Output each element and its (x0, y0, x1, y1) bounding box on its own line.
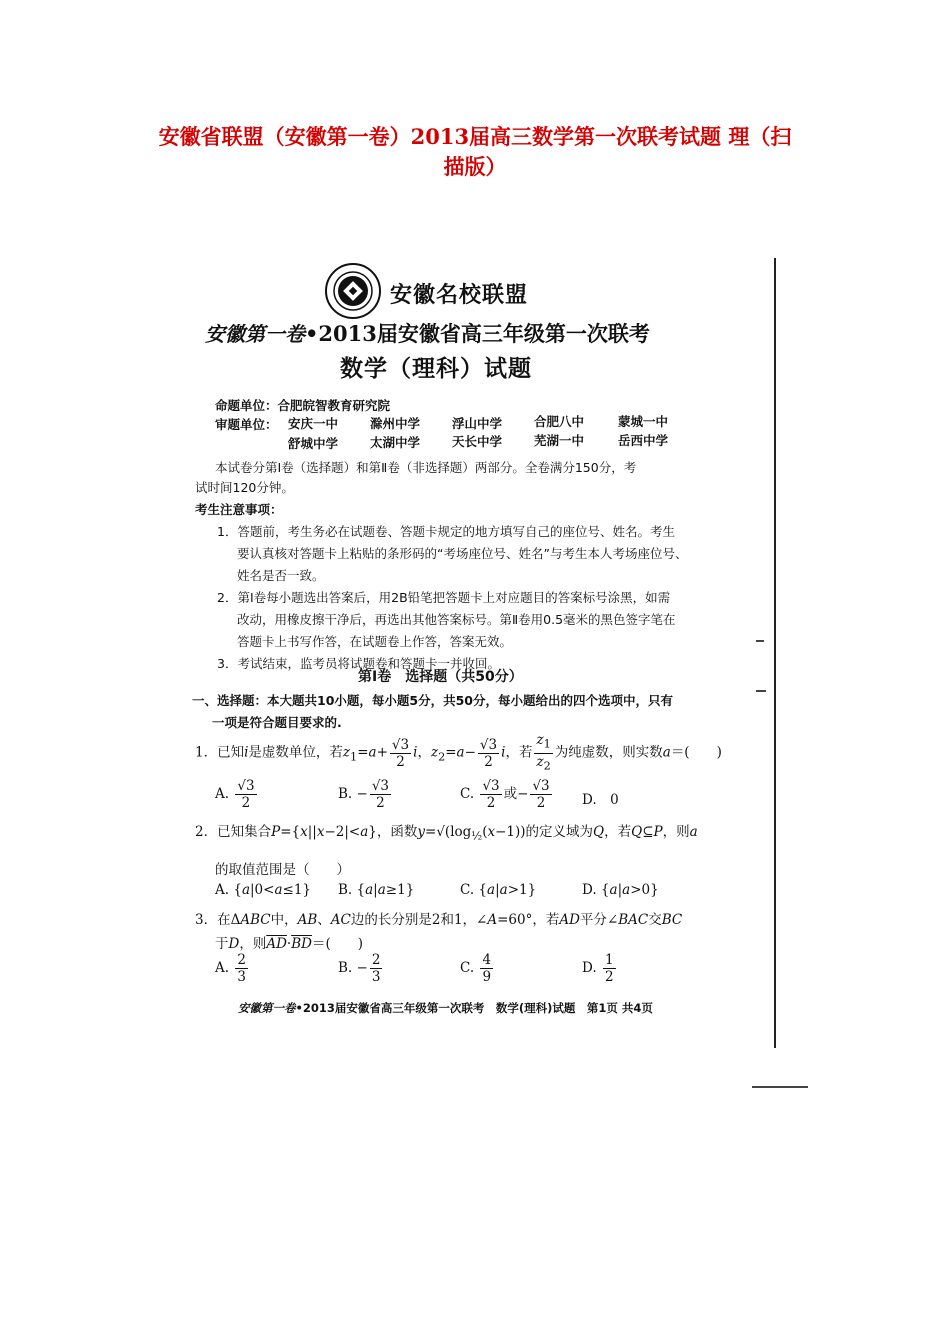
question-3-option-a[interactable]: A. $\frac{2}{3}$ (215, 952, 246, 985)
instruction-line: 一、选择题：本大题共10小题，每小题5分，共50分，每小题给出的四个选项中，只有 (192, 693, 673, 708)
question-2-option-a[interactable]: A. {a|0<a≤1} (215, 882, 312, 898)
footer-series-mark: 安徽第一卷 (238, 1001, 296, 1015)
school-item: 太湖中学 (370, 435, 421, 450)
question-3-option-b[interactable]: B. − $\frac{2}{3}$ (338, 952, 381, 985)
school-item: 合肥八中 (534, 414, 585, 429)
school-item: 舒城中学 (288, 436, 339, 451)
question-1-option-c[interactable]: C. $\frac{√3}{2}$ 或− $\frac{√3}{2}$ (460, 778, 550, 811)
intro-line: 试时间120分钟。 (195, 480, 294, 495)
intro-line: 本试卷分第Ⅰ卷（选择题）和第Ⅱ卷（非选择题）两部分。全卷满分150分，考 (215, 460, 637, 475)
question-2-stem: 2．已知集合P={x||x−2|<a}，函数$y=√(\log_{\frac{1}{2}}(x-1))$的定义域为Q，若Q⊆P，则a (195, 824, 698, 843)
notice-line: 答题卡上书写作答，在试题卷上作答，答案无效。 (237, 634, 513, 649)
scan-speck (756, 640, 764, 642)
school-item: 天长中学 (452, 434, 503, 449)
scan-speck (752, 1086, 808, 1088)
section-instructions (192, 690, 673, 734)
league-name: 安徽名校联盟 (390, 283, 529, 308)
question-1-option-a[interactable]: A. $\frac{√3}{2}$ (215, 778, 255, 811)
question-2-option-b[interactable]: B. {a|a≥1} (338, 882, 415, 898)
school-item: 岳西中学 (618, 433, 669, 448)
school-item: 滁州中学 (370, 416, 421, 431)
notice-line: 2．第Ⅰ卷每小题选出答案后，用2B铅笔把答题卡上对应题目的答案标号涂黑，如需 (217, 590, 671, 605)
notice-line: 改动，用橡皮擦干净后，再选出其他答案标号。第Ⅱ卷用0.5毫米的黑色签字笔在 (237, 612, 676, 627)
proposer-row (215, 396, 390, 414)
series-mark: 安徽第一卷 (205, 322, 305, 346)
intro-paragraph (195, 458, 637, 498)
document-title-line-1: 安徽省联盟（安徽第一卷）2013届高三数学第一次联考试题 理（扫 (158, 124, 792, 149)
question-3-stem-line-2: 于D，则$\overline{AD}\cdot\overline{BD}=$( ) (215, 936, 363, 952)
proposer-value: 合肥皖智教育研究院 (277, 398, 391, 413)
document-title (0, 122, 950, 182)
proposer-label: 命题单位： (215, 398, 278, 413)
scan-edge-line (774, 258, 776, 1048)
notice-list (217, 521, 687, 675)
subject-title: 数学（理科）试题 (340, 356, 532, 382)
reviewer-label: 审题单位： (215, 417, 278, 432)
footer-text: •2013届安徽省高三年级第一次联考 数学(理科)试题 第1页 共4页 (295, 1001, 653, 1015)
section-heading: 第Ⅰ卷 选择题（共50分） (358, 669, 523, 685)
school-item: 蒙城一中 (618, 414, 669, 429)
school-item: 芜湖一中 (534, 433, 585, 448)
exam-name-text: •2013届安徽省高三年级第一次联考 (305, 321, 650, 346)
notice-line: 要认真核对答题卡上粘贴的条形码的“考场座位号、姓名”与考生本人考场座位号、 (237, 546, 688, 561)
page-footer (238, 1000, 653, 1016)
league-seal-icon (324, 262, 382, 320)
question-2-option-d[interactable]: D. {a|a>0} (582, 882, 659, 898)
question-1-option-d[interactable]: D. 0 (582, 792, 619, 808)
document-title-line-2: 描版） (443, 154, 507, 179)
question-3-stem: 3．在ΔABC中，AB、AC边的长分别是2和1，∠A=60°，若AD平分∠BAC交BC (195, 912, 683, 928)
notice-line: 1．答题前，考生务必在试题卷、答题卡规定的地方填写自己的座位号、姓名。考生 (217, 524, 675, 539)
question-2-option-c[interactable]: C. {a|a>1} (460, 882, 537, 898)
notice-heading: 考生注意事项： (195, 502, 283, 517)
question-1-stem: 1．已知i是虚数单位，若$z_1=a+$ $\frac{√3}{2}$ i，$z_2=a-$ $\frac{√3}{2}$ i，若 $\frac{z_1}{z_2}$ 为纯虚数，则实数a＝( ) (195, 732, 722, 773)
instruction-line: 一项是符合题目要求的. (212, 715, 342, 730)
notice-line: 姓名是否一致。 (237, 568, 325, 583)
school-item: 浮山中学 (452, 416, 503, 431)
question-3-option-d[interactable]: D. $\frac{1}{2}$ (582, 952, 614, 985)
question-1-option-b[interactable]: B. − $\frac{√3}{2}$ (338, 778, 390, 811)
school-item: 安庆一中 (288, 416, 339, 431)
question-3-option-c[interactable]: C. $\frac{4}{9}$ (460, 952, 492, 985)
notice-line: 3．考试结束，监考员将试题卷和答题卡一并收回。 (217, 656, 500, 671)
question-2-stem-line-2: 的取值范围是（ ） (215, 862, 350, 878)
exam-name (205, 318, 650, 348)
scan-speck (756, 690, 766, 692)
